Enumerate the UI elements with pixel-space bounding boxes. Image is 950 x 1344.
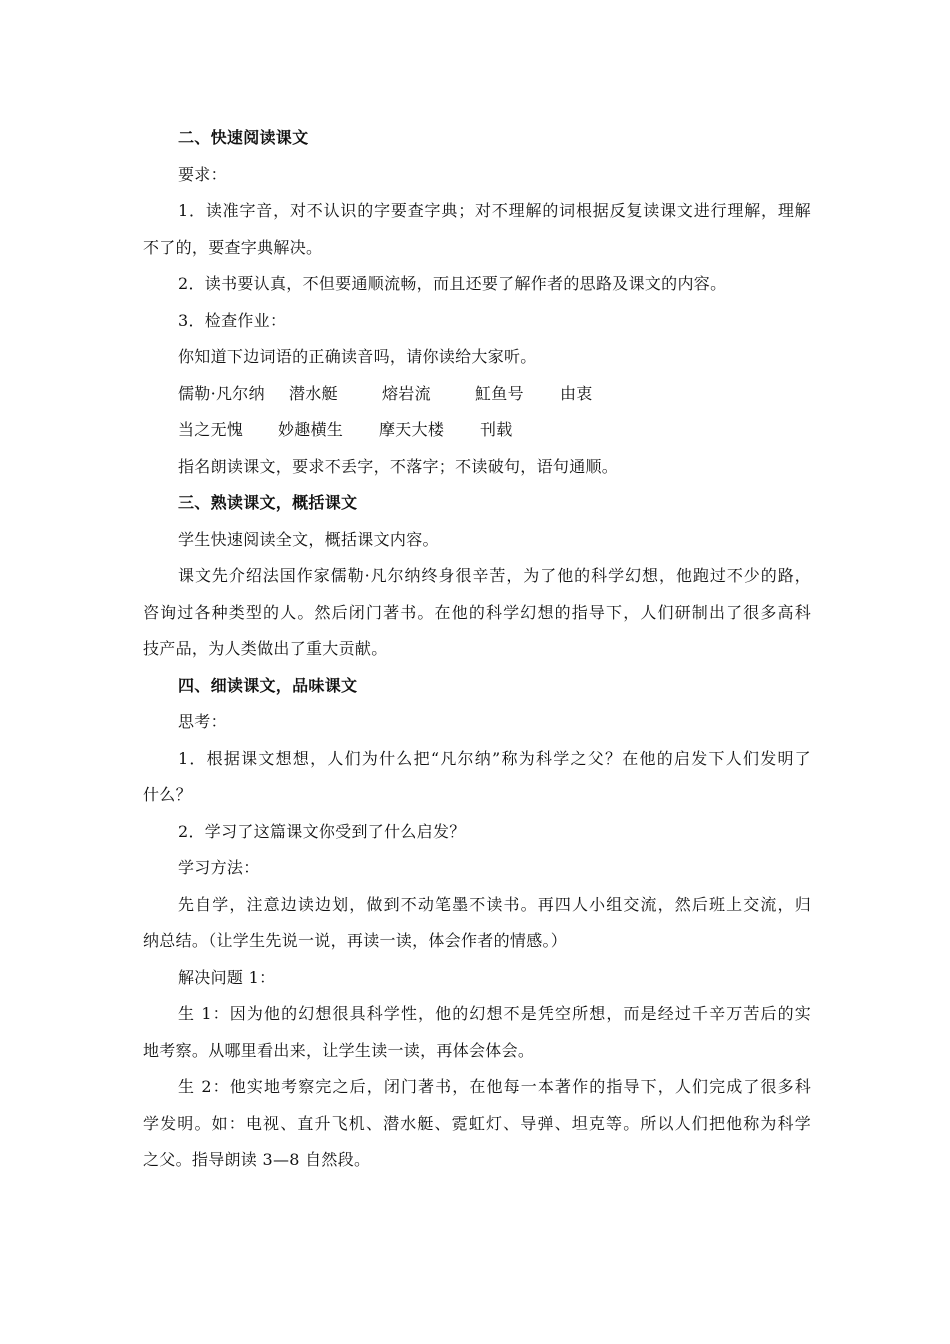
section-heading-familiar-reading: 三、熟读课文，概括课文 (178, 493, 358, 512)
section-heading-close-reading: 四、细读课文，品味课文 (178, 675, 358, 695)
method-label: 学习方法： (178, 858, 260, 877)
requirement-1-line-1: 1．读准字音，对不认识的字要查字典；对不理解的词根据反复读课文进行理解，理解 (178, 201, 811, 220)
read-aloud-instruction: 指名朗读课文，要求不丢字，不落字；不读破句，语句通顺。 (178, 456, 619, 476)
vocab-word: 妙趣横生 (278, 420, 344, 439)
requirements-label: 要求： (178, 164, 227, 184)
requirement-2: 2．读书要认真，不但要通顺流畅，而且还要了解作者的思路及课文的内容。 (178, 274, 727, 293)
think-label: 思考： (178, 712, 227, 731)
question-1-line-2: 什么？ (143, 785, 192, 804)
vocab-word: 摩天大楼 (379, 420, 445, 439)
summary-paragraph-line-2: 咨询过各种类型的人。然后闭门著书。在他的科学幻想的指导下，人们研制出了很多高科 (143, 602, 811, 622)
vocab-word: 由衷 (560, 383, 593, 403)
summary-paragraph-line-1: 课文先介绍法国作家儒勒·凡尔纳终身很辛苦，为了他的科学幻想，他跑过不少的路， (178, 566, 811, 585)
student-2-answer-line-2: 学发明。如：电视、直升飞机、潜水艇、霓虹灯、导弹、坦克等。所以人们把他称为科学 (143, 1113, 811, 1133)
vocab-word: 刊载 (480, 420, 513, 439)
vocabulary-row-2 (143, 412, 811, 449)
summary-paragraph-line-3: 技产品，为人类做出了重大贡献。 (143, 639, 388, 658)
vocab-word: 儒勒·凡尔纳 (178, 383, 265, 403)
question-1-line-1: 1．根据课文想想，人们为什么把“凡尔纳”称为科学之父？在他的启发下人们发明了 (178, 748, 811, 768)
requirement-1-line-2: 不了的，要查字典解决。 (143, 237, 323, 257)
pronunciation-prompt: 你知道下边词语的正确读音吗，请你读给大家听。 (178, 347, 537, 366)
document-body (143, 120, 811, 1179)
student-2-answer-line-1: 生 2：他实地考察完之后，闭门著书，在他每一本著作的指导下，人们完成了很多科 (178, 1077, 811, 1096)
vocab-word: 魟鱼号 (475, 383, 524, 403)
question-2: 2．学习了这篇课文你受到了什么启发？ (178, 821, 466, 841)
vocabulary-row-1 (143, 376, 811, 413)
vocab-word: 熔岩流 (382, 383, 431, 403)
requirement-3: 3．检查作业： (178, 310, 287, 330)
solve-label: 解决问题 1： (178, 967, 276, 987)
method-line-1: 先自学，注意边读边划，做到不动笔墨不读书。再四人小组交流，然后班上交流，归 (178, 894, 811, 914)
student-2-answer-line-3: 之父。指导朗读 3—8 自然段。 (143, 1150, 371, 1169)
vocab-word: 潜水艇 (289, 383, 338, 403)
vocab-word: 当之无愧 (178, 420, 244, 439)
student-1-answer-line-2: 地考察。从哪里看出来，让学生读一读，再体会体会。 (143, 1040, 535, 1060)
section-heading-quick-reading: 二、快速阅读课文 (178, 128, 309, 147)
summary-task: 学生快速阅读全文，概括课文内容。 (178, 529, 439, 549)
method-line-2: 纳总结。（让学生先说一说，再读一读，体会作者的情感。） (143, 931, 568, 950)
student-1-answer-line-1: 生 1：因为他的幻想很具科学性，他的幻想不是凭空所想，而是经过千辛万苦后的实 (178, 1004, 811, 1023)
